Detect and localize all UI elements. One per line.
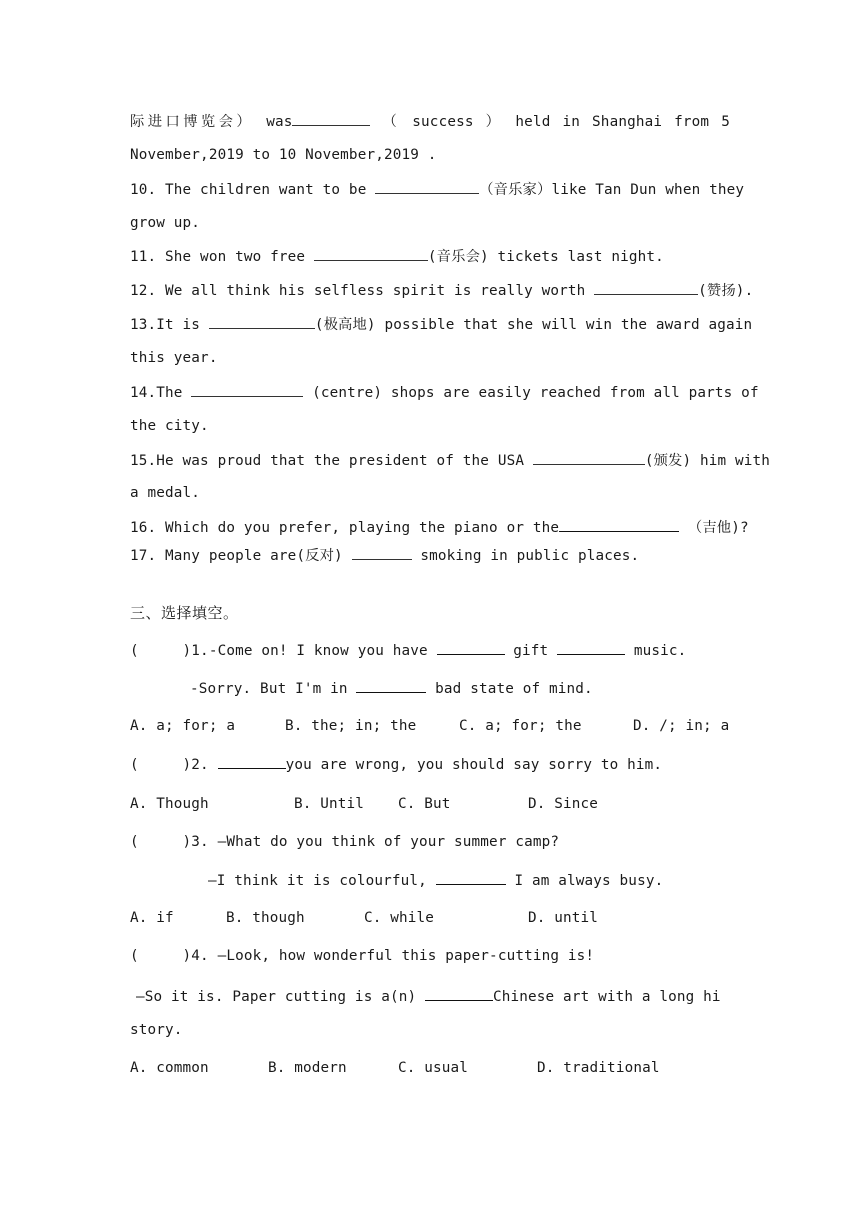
q15-suffix: (颁发) him with xyxy=(644,453,771,469)
q15-line-1 xyxy=(130,450,770,471)
q9-line-1 xyxy=(130,111,730,132)
mc1-stem xyxy=(130,640,686,661)
q13-line-2: this year. xyxy=(130,350,218,366)
q16-suffix: （吉他)? xyxy=(679,520,749,536)
q16-prefix: 16. Which do you prefer, playing the piano or the xyxy=(130,520,560,536)
mc2-suffix: you are wrong, you should say sorry to him. xyxy=(285,757,663,773)
mc3-reply xyxy=(208,870,663,891)
mc1-option-a[interactable]: A. a; for; a xyxy=(130,718,236,734)
mc1-reply-suffix: bad state of mind. xyxy=(426,681,593,697)
q12-prefix: 12. We all think his selfless spirit is really worth xyxy=(130,283,595,299)
mc3-option-d[interactable]: D. until xyxy=(528,910,599,926)
mc4-reply-suffix: Chinese art with a long hi xyxy=(493,989,721,1005)
q12-suffix: (赞扬). xyxy=(698,283,754,299)
q10-line-1 xyxy=(130,179,744,200)
q14-line-2: the city. xyxy=(130,418,209,434)
q13-line-1 xyxy=(130,314,752,335)
q11-blank[interactable] xyxy=(314,246,428,261)
expo-name-fragment: 际进口博览会） xyxy=(130,114,255,130)
mc4-blank[interactable] xyxy=(425,986,493,1001)
mc1-reply-prefix: -Sorry. But I'm in xyxy=(190,681,357,697)
q12-line xyxy=(130,280,753,301)
q10-prefix: 10. The children want to be xyxy=(130,182,376,198)
section-3-heading: 三、选择填空。 xyxy=(130,604,239,622)
mc2-option-b[interactable]: B. Until xyxy=(294,796,365,812)
q10-blank[interactable] xyxy=(375,179,479,194)
mc4-stem: ( )4. —Look, how wonderful this paper-cutting is! xyxy=(130,948,595,964)
q11-suffix: (音乐会) tickets last night. xyxy=(427,249,664,265)
q16-line xyxy=(130,517,749,538)
q11-line xyxy=(130,246,664,267)
mc4-reply-prefix: —So it is. Paper cutting is a(n) xyxy=(136,989,425,1005)
mc4-option-a[interactable]: A. common xyxy=(130,1060,209,1076)
mc4-option-b[interactable]: B. modern xyxy=(268,1060,347,1076)
q13-blank[interactable] xyxy=(209,314,315,329)
q11-prefix: 11. She won two free xyxy=(130,249,314,265)
mc3-reply-prefix: —I think it is colourful, xyxy=(208,873,436,889)
mc1-mid: gift xyxy=(504,643,558,659)
mc4-reply xyxy=(136,986,721,1007)
mc2-blank[interactable] xyxy=(218,754,286,769)
q13-prefix: 13.It is xyxy=(130,317,209,333)
q14-line-1 xyxy=(130,382,759,403)
q9-line-2: November,2019 to 10 November,2019 . xyxy=(130,147,437,163)
q15-prefix: 15.He was proud that the president of the USA xyxy=(130,453,533,469)
q17-line xyxy=(130,545,639,566)
mc3-blank[interactable] xyxy=(436,870,506,885)
q17-blank[interactable] xyxy=(352,545,412,560)
q14-blank[interactable] xyxy=(191,382,303,397)
q9-rest: held in Shanghai from 5 xyxy=(515,114,730,130)
mc4-option-c[interactable]: C. usual xyxy=(398,1060,469,1076)
mc1-prefix: ( )1.-Come on! I know you have xyxy=(130,643,437,659)
mc2-stem xyxy=(130,754,662,775)
mc1-suffix: music. xyxy=(625,643,687,659)
mc4-reply-cont: story. xyxy=(130,1022,183,1038)
q17-suffix: smoking in public places. xyxy=(411,548,640,564)
mc1-reply xyxy=(190,678,593,699)
q10-suffix: （音乐家）like Tan Dun when they xyxy=(479,182,745,198)
q16-blank[interactable] xyxy=(559,517,679,532)
mc2-prefix: ( )2. xyxy=(130,757,218,773)
mc3-option-c[interactable]: C. while xyxy=(364,910,435,926)
mc4-option-d[interactable]: D. traditional xyxy=(537,1060,660,1076)
mc1-blank-2[interactable] xyxy=(557,640,625,655)
mc3-reply-suffix: I am always busy. xyxy=(505,873,664,889)
q13-suffix: (极高地) possible that she will win the award again xyxy=(314,317,753,333)
mc1-option-c[interactable]: C. a; for; the xyxy=(459,718,582,734)
mc1-option-b[interactable]: B. the; in; the xyxy=(285,718,417,734)
mc2-option-a[interactable]: A. Though xyxy=(130,796,209,812)
q9-blank[interactable] xyxy=(292,111,370,126)
mc3-option-a[interactable]: A. if xyxy=(130,910,174,926)
mc3-stem: ( )3. —What do you think of your summer camp? xyxy=(130,834,560,850)
mc3-option-b[interactable]: B. though xyxy=(226,910,305,926)
q10-line-2: grow up. xyxy=(130,215,201,231)
q15-blank[interactable] xyxy=(533,450,645,465)
q9-was: was xyxy=(266,114,293,130)
q12-blank[interactable] xyxy=(594,280,698,295)
q9-hint-word: （ success ） xyxy=(382,114,504,130)
q15-line-2: a medal. xyxy=(130,485,201,501)
q14-prefix: 14.The xyxy=(130,385,192,401)
mc2-option-c[interactable]: C. But xyxy=(398,796,451,812)
q14-suffix: (centre) shops are easily reached from all parts of xyxy=(303,385,759,401)
mc1-blank-1[interactable] xyxy=(437,640,505,655)
mc2-option-d[interactable]: D. Since xyxy=(528,796,599,812)
q17-prefix: 17. Many people are(反对) xyxy=(130,548,352,564)
mc1-option-d[interactable]: D. /; in; a xyxy=(633,718,730,734)
mc1-blank-3[interactable] xyxy=(356,678,426,693)
